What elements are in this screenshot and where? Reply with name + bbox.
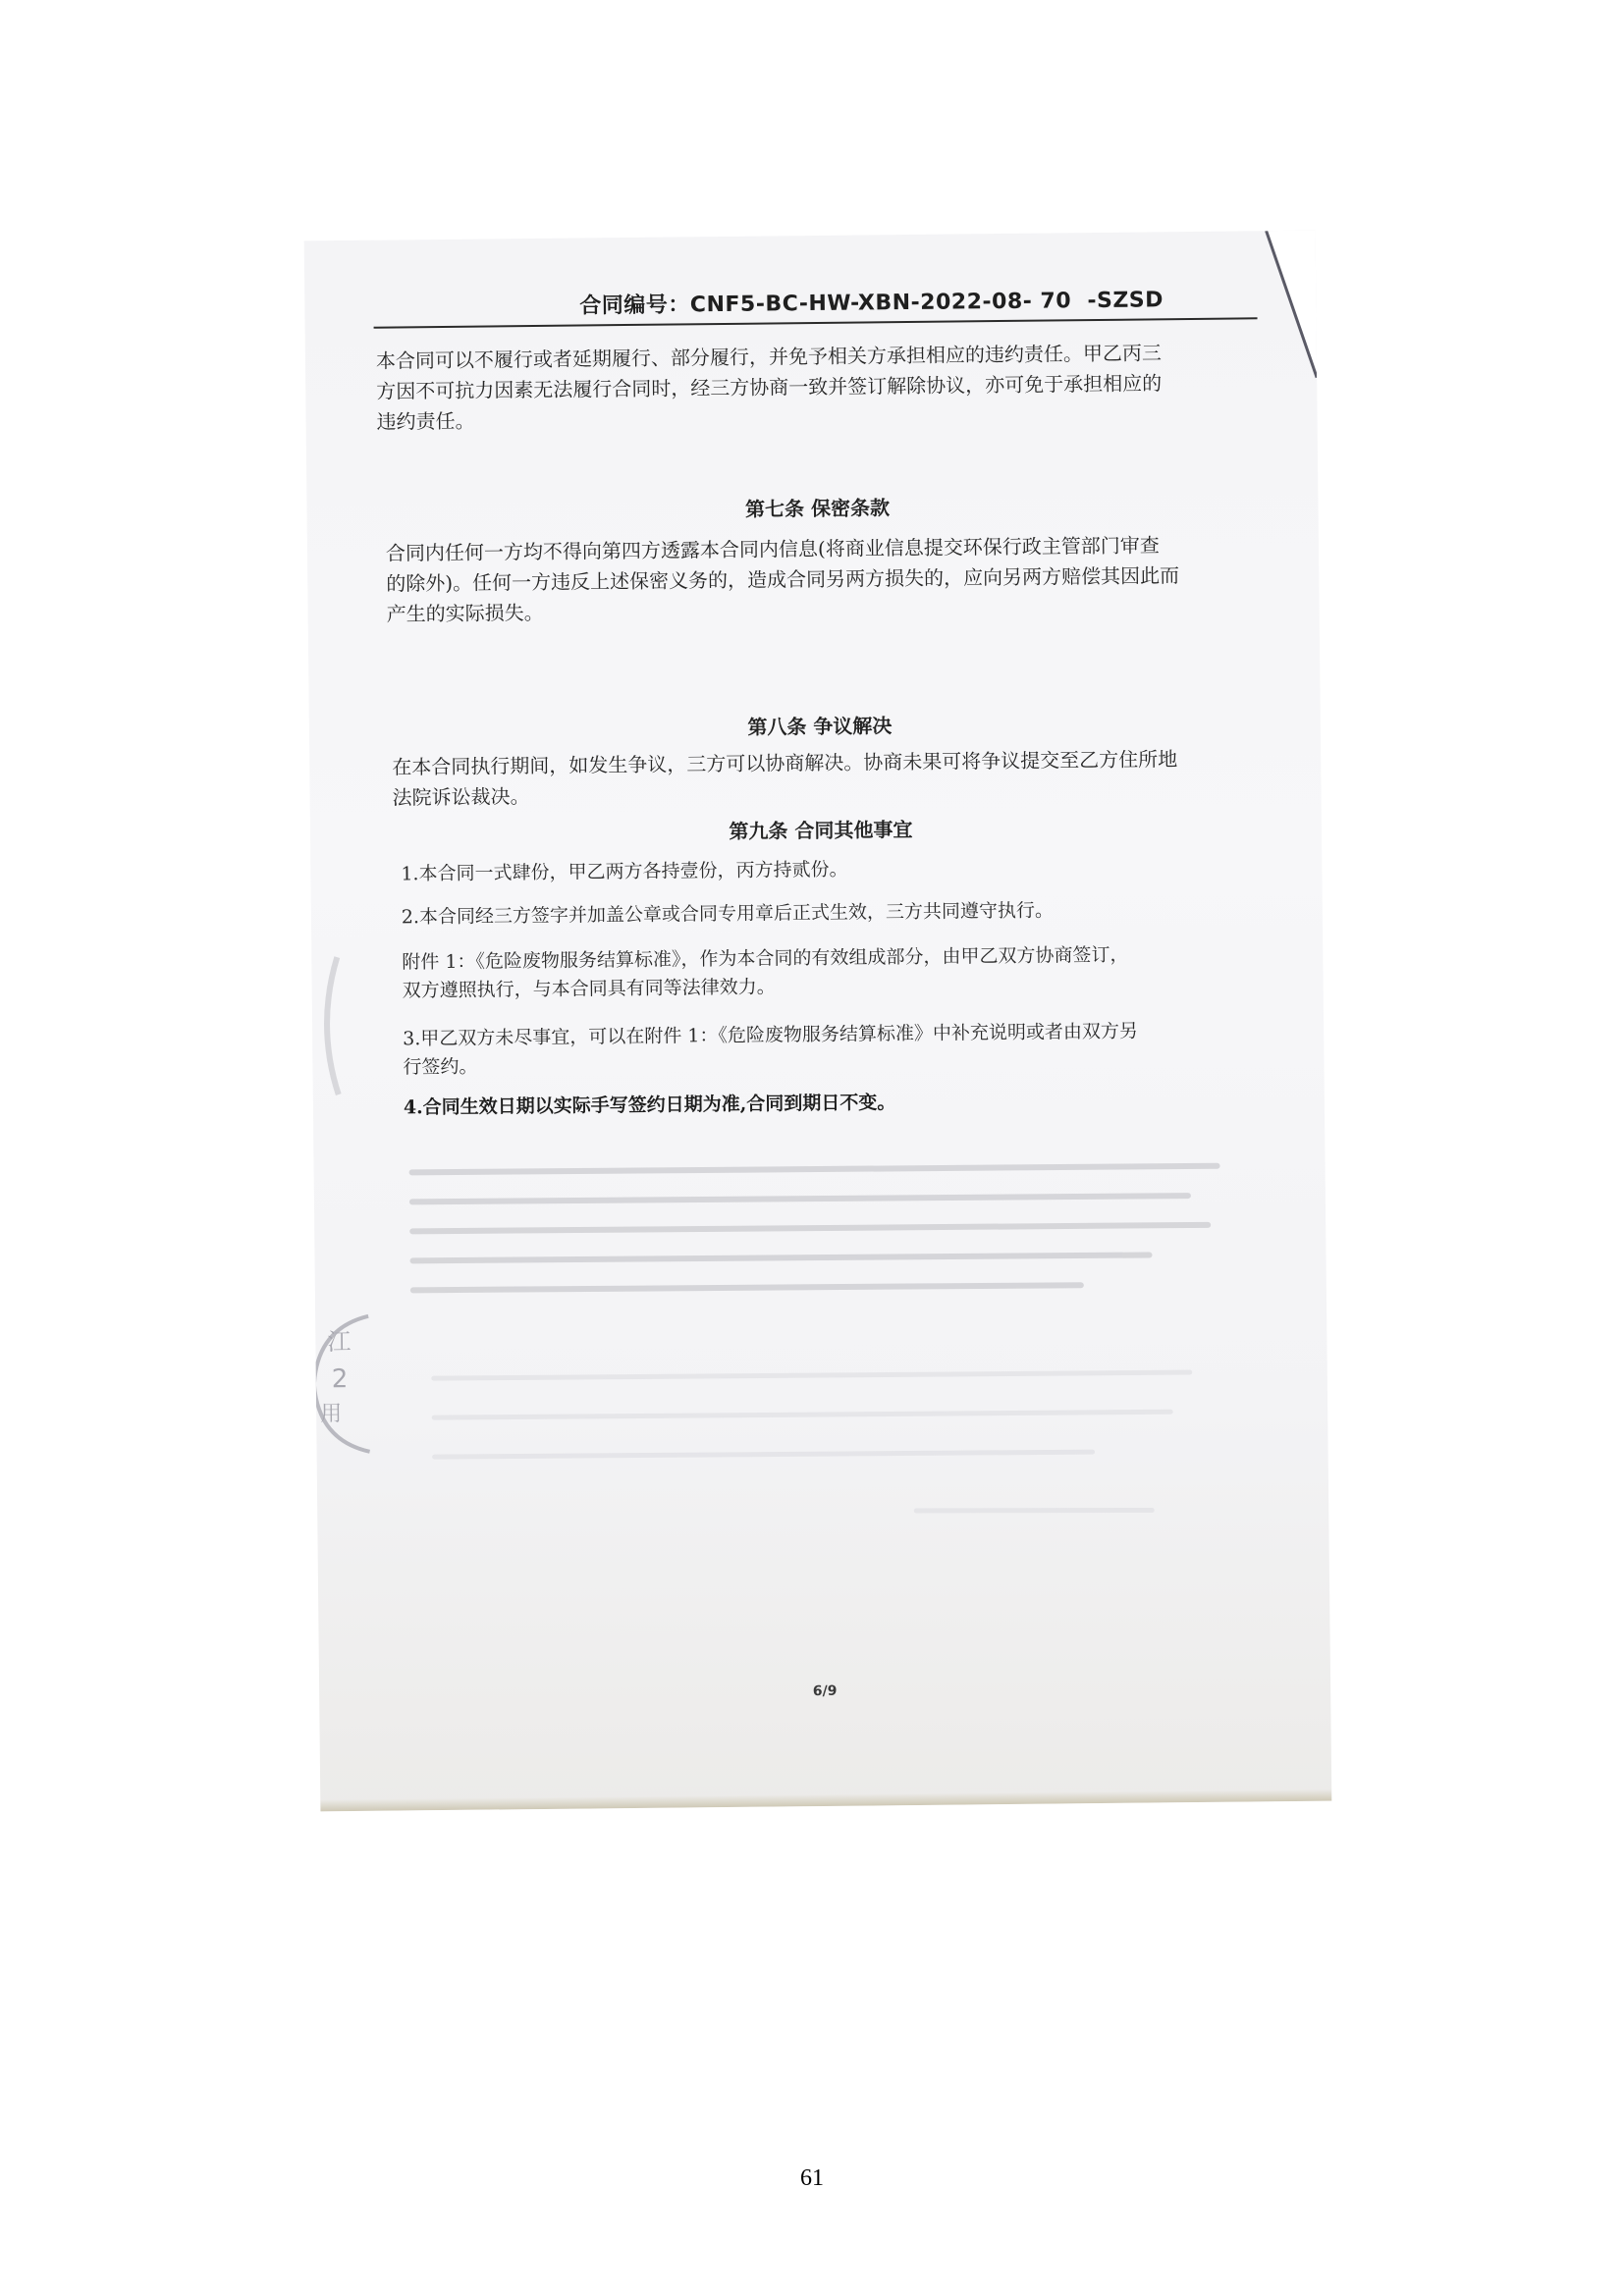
contract-number: 合同编号：CNF5-BC-HW-XBN-2022-08- 70 -SZSD bbox=[579, 288, 1164, 319]
intro-line: 违约责任。 bbox=[376, 408, 475, 434]
article9-item-2: 2.本合同经三方签字并加盖公章或合同专用章后正式生效，三方共同遵守执行。 bbox=[401, 899, 1055, 929]
svg-text:2: 2 bbox=[331, 1364, 349, 1395]
article7-line: 产生的实际损失。 bbox=[386, 600, 544, 626]
article8-paragraph bbox=[392, 743, 1276, 813]
header-rule bbox=[374, 317, 1258, 328]
svg-text:江: 江 bbox=[327, 1327, 352, 1357]
item3-line: 行签约。 bbox=[403, 1055, 478, 1079]
intro-line: 本合同可以不履行或者延期履行、部分履行，并免予相关方承担相应的违约责任。甲乙丙三 bbox=[375, 341, 1163, 373]
article9-item-1: 1.本合同一式肆份，甲乙两方各持壹份，丙方持贰份。 bbox=[401, 858, 848, 885]
attachment-line: 附件 1：《危险废物服务结算标准》，作为本合同的有效组成部分，由甲乙双方协商签订， bbox=[402, 943, 1129, 974]
inner-page-number: 6/9 bbox=[812, 1682, 838, 1700]
article9-item-3 bbox=[403, 1016, 1248, 1082]
svg-text:用: 用 bbox=[320, 1402, 343, 1427]
contract-header bbox=[373, 282, 1257, 338]
page-number: 61 bbox=[800, 2165, 824, 2191]
article7-paragraph bbox=[386, 529, 1271, 629]
article7-line: 的除外)。任何一方违反上述保密义务的，造成合同另两方损失的，应向另两方赔偿其因此而 bbox=[386, 563, 1180, 596]
article7-title: 第七条 保密条款 bbox=[744, 496, 891, 521]
intro-line: 方因不可抗力因素无法履行合同时，经三方协商一致并签订解除协议，亦可免于承担相应的 bbox=[376, 371, 1163, 403]
article9-item-4: 4.合同生效日期以实际手写签约日期为准,合同到期日不变。 bbox=[403, 1092, 896, 1119]
article8-line: 法院诉讼裁决。 bbox=[392, 784, 530, 810]
seal-edge-mark bbox=[307, 947, 349, 1104]
show-through-text-from-reverse-side bbox=[402, 1144, 1250, 1565]
item3-line: 3.甲乙双方未尽事宜，可以在附件 1：《危险废物服务结算标准》中补充说明或者由双方另 bbox=[403, 1020, 1139, 1050]
attachment-line: 双方遵照执行，与本合同具有同等法律效力。 bbox=[402, 976, 776, 1002]
article7-line: 合同内任何一方均不得向第四方透露本合同内信息(将商业信息提交环保行政主管部门审查 bbox=[385, 533, 1160, 565]
article8-line: 在本合同执行期间，如发生争议，三方可以协商解决。协商未果可将争议提交至乙方住所地 bbox=[392, 747, 1178, 779]
scanned-contract-page bbox=[304, 231, 1332, 1812]
intro-paragraph bbox=[376, 337, 1261, 437]
article8-title: 第八条 争议解决 bbox=[747, 714, 893, 739]
scan-bottom-edge bbox=[320, 1789, 1331, 1812]
article9-attachment bbox=[402, 939, 1247, 1005]
partial-seal-stamp bbox=[309, 1310, 380, 1459]
article9-title: 第九条 合同其他事宜 bbox=[729, 817, 913, 843]
